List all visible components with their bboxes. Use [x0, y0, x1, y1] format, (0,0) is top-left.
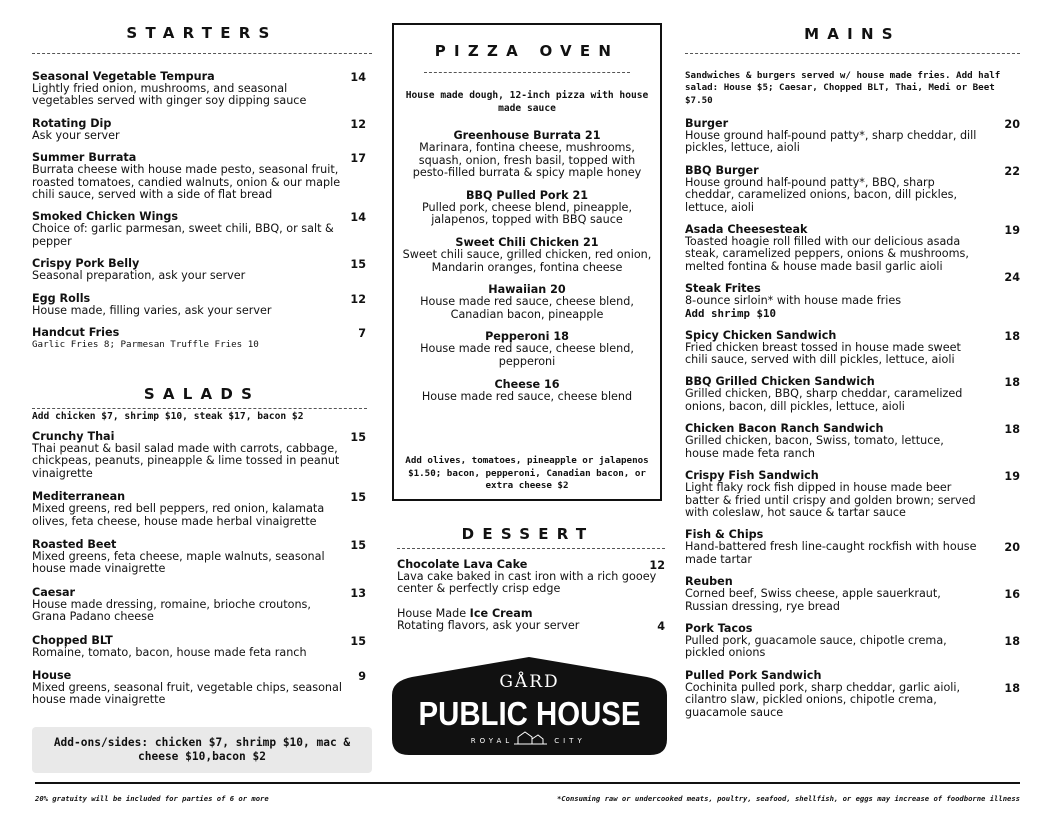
item-price: 15 [350, 491, 366, 505]
menu-item [685, 576, 1020, 613]
item-description: House made dressing, romaine, brioche croutons, Grana Padano cheese [32, 597, 311, 624]
item-price: 12 [350, 117, 366, 131]
item-description: 8-ounce sirloin* with house made fries [685, 294, 902, 308]
menu-item [397, 608, 665, 633]
salads-addon-note: Add chicken $7, shrimp $10, steak $17, bacon $2 [32, 411, 304, 422]
item-description: Romaine, tomato, bacon, house made feta ranch [32, 645, 307, 659]
item-description: Burrata cheese with house made pesto, seasonal fruit, roasted tomatoes, candied walnuts, onion & our maple chili sauce, served with a side of flat bread [32, 163, 341, 202]
mains-divider [685, 53, 1020, 54]
item-description: House ground half-pound patty*, sharp cheddar, dill pickles, lettuce, aioli [685, 129, 977, 155]
mains-heading: MAINS [804, 25, 901, 43]
item-description: Hand-battered fresh line-caught rockfish with house made tartar [685, 540, 977, 566]
item-description: Lightly fried onion, mushrooms, and seasonal vegetables served with ginger soy dipping sauce [32, 82, 307, 108]
gratuity-note: 20% gratuity will be included for parties of 6 or more [35, 794, 269, 803]
menu-item [32, 152, 372, 201]
item-name-prefix: House Made [397, 606, 470, 620]
menu-item [685, 165, 1020, 214]
item-price: 18 [1004, 634, 1020, 648]
salads-heading: SALADS [143, 385, 261, 403]
item-name-bold: Ice Cream [469, 606, 533, 620]
item-description: Ask your server [32, 128, 120, 142]
item-name: Steak Frites [685, 282, 761, 296]
item-description: Toasted hoagie roll filled with our delicious asada steak, caramelized peppers, onions & mushrooms, melted fontina & house made basil garlic aioli [685, 235, 969, 273]
item-description: Lava cake baked in cast iron with a rich gooey center & perfectly crisp edge [397, 570, 657, 596]
item-name: Summer Burrata [32, 151, 137, 165]
menu-item [397, 559, 665, 596]
gard-public-house-logo [392, 655, 667, 755]
item-description: Corned beef, Swiss cheese, apple sauerkraut, Russian dressing, rye bread [685, 587, 941, 613]
item-description: Seasonal preparation, ask your server [32, 269, 246, 283]
logo-line3-right: CITY [554, 737, 586, 745]
item-name: Caesar [32, 585, 76, 599]
item-name: Asada Cheesesteak [685, 223, 808, 237]
item-name: Roasted Beet [32, 538, 117, 552]
item-price: 20 [1004, 541, 1020, 555]
menu-item [685, 670, 1020, 719]
item-description: Garlic Fries 8; Parmesan Truffle Fries 10 [32, 339, 259, 351]
item-price: 17 [350, 152, 366, 166]
item-description: Mixed greens, seasonal fruit, vegetable chips, seasonal house made vinaigrette [32, 681, 342, 707]
menu-item [32, 71, 372, 108]
item-name: Handcut Fries [32, 326, 120, 340]
item-description: Light flaky rock fish dipped in house made beer batter & fried until crispy and golden brown; served with coleslaw, hot sauce & tartar sauce [685, 481, 976, 519]
menu-item [32, 327, 372, 351]
item-name: Seasonal Vegetable Tempura [32, 70, 215, 83]
item-price: 18 [1004, 681, 1020, 695]
item-price: 18 [1004, 423, 1020, 437]
pizza-name: Pepperoni 18 [485, 330, 569, 344]
pizza-item [402, 236, 652, 274]
addons-text: Add-ons/sides: chicken $7, shrimp $10, mac & cheese $10,bacon $2 [53, 736, 351, 763]
dessert-list [397, 559, 665, 645]
logo-line1: GÅRD [499, 672, 560, 692]
menu-item [32, 293, 372, 317]
item-description: Choice of: garlic parmesan, sweet chili, BBQ, or salt & pepper [32, 222, 334, 248]
menu-item [685, 118, 1020, 155]
menu-item [32, 211, 372, 248]
item-price: 15 [350, 634, 366, 648]
mains-list [685, 118, 1020, 729]
item-name: Pork Tacos [685, 621, 753, 635]
item-description: Pulled pork, guacamole sauce, chipotle crema, pickled onions [685, 633, 947, 660]
starters-list [32, 71, 372, 361]
item-name: Smoked Chicken Wings [32, 210, 179, 224]
pizza-name: Greenhouse Burrata 21 [453, 129, 601, 142]
addons-box [32, 727, 372, 773]
item-description: Grilled chicken, bacon, Swiss, tomato, lettuce, house made feta ranch [685, 434, 944, 460]
starters-divider [32, 53, 372, 54]
consumption-warning: *Consuming raw or undercooked meats, poultry, seafood, shellfish, or eggs may increase of foodborne illness [556, 794, 1020, 803]
pizza-divider [424, 72, 630, 73]
item-description: Thai peanut & basil salad made with carrots, cabbage, chickpeas, peanuts, pineapple & lime tossed in peanut vinaigrette [32, 442, 340, 480]
pizza-description: Pulled pork, cheese blend, pineapple, jalapenos, topped with BBQ sauce [422, 200, 632, 227]
menu-item [685, 271, 1020, 320]
item-price: 9 [358, 670, 366, 684]
menu-item [685, 529, 1020, 566]
item-description: Mixed greens, feta cheese, maple walnuts, seasonal house made vinaigrette [32, 550, 325, 576]
item-name: BBQ Burger [685, 163, 759, 177]
item-price: 18 [1004, 376, 1020, 390]
item-price: 20 [1004, 118, 1020, 131]
menu-item [685, 423, 1020, 460]
item-price: 12 [649, 559, 665, 572]
pizza-list [402, 129, 652, 412]
pizza-item [402, 189, 652, 227]
item-description: Rotating flavors, ask your server [397, 619, 580, 633]
menu-item [32, 118, 372, 142]
logo-line2: PUBLIC HOUSE [418, 695, 641, 732]
item-description: Mixed greens, red bell peppers, red onion, kalamata olives, feta cheese, house made herbal vinaigrette [32, 502, 325, 528]
item-name: Burger [685, 117, 729, 130]
menu-item [32, 258, 372, 282]
item-name: Chicken Bacon Ranch Sandwich [685, 422, 884, 436]
footer-divider [35, 782, 1020, 784]
menu-item [32, 431, 372, 480]
item-price: 14 [350, 71, 366, 84]
item-name: Crispy Pork Belly [32, 257, 140, 271]
pizza-heading: PIZZA OVEN [434, 42, 620, 60]
pizza-name: BBQ Pulled Pork 21 [465, 188, 589, 202]
item-name: House [32, 669, 72, 683]
item-price: 16 [1004, 588, 1020, 602]
menu-item [32, 539, 372, 576]
pizza-description: House made red sauce, cheese blend, pepperoni [420, 342, 634, 368]
item-price: 24 [1004, 271, 1020, 285]
menu-item [32, 491, 372, 528]
item-price: 13 [350, 586, 366, 600]
item-name: Crispy Fish Sandwich [685, 469, 819, 483]
menu-item [32, 670, 372, 707]
item-name: Chopped BLT [32, 633, 113, 647]
pizza-item [402, 330, 652, 368]
item-description: House ground half-pound patty*, BBQ, sharp cheddar, caramelized onions, bacon, dill pickles, lettuce, aioli [685, 175, 958, 214]
menu-item [32, 587, 372, 624]
dessert-divider [397, 548, 665, 549]
menu-item [685, 330, 1020, 367]
item-extra: Add shrimp $10 [685, 306, 777, 320]
pizza-intro: House made dough, 12-inch pizza with house made sauce [405, 90, 649, 114]
item-name: Mediterranean [32, 490, 126, 504]
item-price: 15 [350, 539, 366, 553]
item-description: Cochinita pulled pork, sharp cheddar, garlic aioli, cilantro slaw, pickled onions, chipotle crema, guacamole sauce [685, 680, 961, 719]
item-description: Grilled chicken, BBQ, sharp cheddar, caramelized onions, bacon, dill pickles, lettuce, aioli [685, 387, 963, 413]
item-name: Crunchy Thai [32, 430, 115, 443]
pizza-oven-box [392, 23, 662, 501]
pizza-description: Sweet chili sauce, grilled chicken, red onion, Mandarin oranges, fontina cheese [402, 247, 652, 274]
item-price: 4 [657, 619, 665, 633]
item-description: Fried chicken breast tossed in house made sweet chili sauce, served with dill pickles, lettuce, aioli [685, 340, 961, 367]
pizza-item [402, 378, 652, 404]
item-price: 7 [358, 327, 366, 341]
salads-list [32, 431, 372, 718]
item-name: Rotating Dip [32, 116, 112, 130]
item-price: 22 [1004, 164, 1020, 178]
menu-item [32, 635, 372, 659]
item-name: BBQ Grilled Chicken Sandwich [685, 375, 875, 389]
menu-item [685, 623, 1020, 660]
menu-item [685, 470, 1020, 519]
item-price: 15 [350, 431, 366, 444]
pizza-addon-note: Add olives, tomatoes, pineapple or jalapenos $1.50; bacon, pepperoni, Canadian bacon, or extra cheese $2 [405, 455, 649, 491]
pizza-name: Sweet Chili Chicken 21 [455, 235, 599, 249]
item-name: Spicy Chicken Sandwich [685, 328, 837, 342]
pizza-description: Marinara, fontina cheese, mushrooms, squash, onion, fresh basil, topped with pesto-filled burrata & spicy maple honey [412, 141, 642, 180]
dessert-heading: DESSERT [461, 525, 595, 543]
item-price: 15 [350, 258, 366, 272]
item-price: 19 [1004, 470, 1020, 484]
pizza-name: Cheese 16 [494, 377, 560, 391]
item-price: 12 [350, 292, 366, 306]
mains-intro: Sandwiches & burgers served w/ house made fries. Add half salad: House $5; Caesar, Chopped BLT, Thai, Medi or Beet $7.50 [685, 70, 1001, 106]
menu-item [685, 224, 1020, 273]
item-price: 19 [1004, 224, 1020, 238]
item-name: Fish & Chips [685, 528, 764, 542]
starters-heading: STARTERS [126, 24, 278, 42]
pizza-description: House made red sauce, cheese blend, Canadian bacon, pineapple [420, 295, 634, 321]
item-name: Egg Rolls [32, 291, 91, 305]
item-price: 14 [350, 211, 366, 225]
pizza-item [402, 129, 652, 180]
salads-divider [32, 408, 367, 409]
logo-line3-left: ROYAL [470, 737, 514, 745]
item-price: 18 [1004, 329, 1020, 343]
pizza-item [402, 283, 652, 321]
item-name: Pulled Pork Sandwich [685, 668, 822, 682]
item-name: Chocolate Lava Cake [397, 558, 528, 571]
item-name: Reuben [685, 575, 733, 589]
item-description: House made, filling varies, ask your server [32, 303, 272, 317]
pizza-name: Hawaiian 20 [488, 283, 566, 297]
pizza-description: House made red sauce, cheese blend [421, 389, 633, 403]
menu-item [685, 376, 1020, 413]
